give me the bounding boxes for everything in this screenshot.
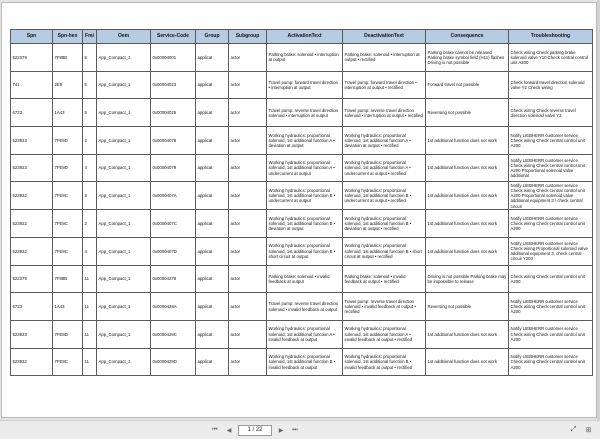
table-cell: Reversing not possible xyxy=(426,99,509,127)
column-header: Service-Code xyxy=(151,30,196,44)
table-cell: applicat xyxy=(196,320,229,348)
table-cell: applicat xyxy=(196,99,229,127)
table-row xyxy=(11,265,593,293)
table-cell: Parking brake: solenoid • interruption at output • rectified xyxy=(343,44,426,72)
table-cell: Working hydraulics: proportional solenoid, 1st additional function B • undercurrent at output xyxy=(267,182,343,210)
table-cell: Travel pump: reverse travel direction solenoid • invalid feedback at output xyxy=(267,293,343,321)
column-header: DeactivationText xyxy=(343,30,426,44)
table-cell: 7FE9D xyxy=(53,320,83,348)
table-cell: 523932 xyxy=(11,348,53,376)
table-cell: Travel pump: reverse travel direction solenoid • invalid feedback at output • rectified xyxy=(343,293,426,321)
table-cell: 5 xyxy=(83,99,97,127)
table-cell: 522379 xyxy=(11,265,53,293)
table-row xyxy=(11,44,593,72)
table-cell: actor xyxy=(229,182,267,210)
table-cell: Notify LIEBHERR customer service Check wiring Check central control unit A200 xyxy=(509,127,593,155)
table-cell: 7F88B xyxy=(53,265,83,293)
table-cell: 523932 xyxy=(11,182,53,210)
table-cell: Notify LIEBHERR customer service Check wiring Check central control unit A200 xyxy=(509,320,593,348)
table-cell: Travel pump: forward travel direction • interruption at output • rectified xyxy=(343,71,426,99)
table-cell: Forward travel not possible xyxy=(426,71,509,99)
table-cell: 1st additional function does not work xyxy=(426,154,509,182)
table-cell: App_Compact_1 xyxy=(97,99,151,127)
table-header-row xyxy=(11,30,593,44)
table-cell: Parking brake cannot be released Parking brake symbol field (H11) flashes Driving is not possible xyxy=(426,44,509,72)
table-cell: applicat xyxy=(196,44,229,72)
table-cell: 7FE9C xyxy=(53,237,83,265)
table-cell: Check wiring Check central control unit A200 xyxy=(509,265,593,293)
previous-page-icon[interactable]: ◀ xyxy=(226,427,232,434)
table-cell: App_Compact_1 xyxy=(97,293,151,321)
table-cell: App_Compact_1 xyxy=(97,348,151,376)
table-cell: 5 xyxy=(83,71,97,99)
table-cell: 7FE9D xyxy=(53,127,83,155)
table-cell: App_Compact_1 xyxy=(97,320,151,348)
table-cell: 11 xyxy=(83,320,97,348)
table-cell: actor xyxy=(229,154,267,182)
table-cell: 1st additional function does not work xyxy=(426,210,509,238)
table-row xyxy=(11,320,593,348)
table-cell: Travel pump: forward travel direction • interruption at output xyxy=(267,71,343,99)
table-cell: Notify LIEBHERR customer service Check wiring Check central control unit A200 xyxy=(509,348,593,376)
table-cell: 2 xyxy=(83,127,97,155)
table-cell: actor xyxy=(229,71,267,99)
table-cell: actor xyxy=(229,265,267,293)
next-page-icon[interactable]: ▶ xyxy=(278,427,284,434)
table-cell: Driving is not possible Parking brake may be impossible to release xyxy=(426,265,509,293)
table-cell: App_Compact_1 xyxy=(97,154,151,182)
table-cell: Working hydraulics: proportional solenoid, 1st additional function A • deviation at output xyxy=(267,127,343,155)
table-cell: 1st additional function does not work xyxy=(426,348,509,376)
table-row xyxy=(11,127,593,155)
table-row xyxy=(11,237,593,265)
document-page xyxy=(1,2,597,418)
table-cell: 1A43 xyxy=(53,99,83,127)
zoom-icon[interactable]: ⊞ xyxy=(585,426,592,434)
column-header: Spn-hex xyxy=(53,30,83,44)
table-cell: Parking brake: solenoid • interruption at output xyxy=(267,44,343,72)
table-cell: Working hydraulics: proportional solenoid, 1st additional function A • undercurrent at output • rectified xyxy=(343,154,426,182)
table-cell: actor xyxy=(229,320,267,348)
table-cell: 0x0000407D xyxy=(151,237,196,265)
table-cell: 0x0000429C xyxy=(151,320,196,348)
table-cell: applicat xyxy=(196,71,229,99)
table-cell: 5 xyxy=(83,44,97,72)
table-cell: Check wiring Check parking brake solenoid valve Y10 Check central control unit A200 xyxy=(509,44,593,72)
table-cell: actor xyxy=(229,127,267,155)
table-cell: applicat xyxy=(196,210,229,238)
table-body xyxy=(11,44,593,376)
column-header: ActivationText xyxy=(267,30,343,44)
page-toolbar xyxy=(0,420,600,439)
table-cell: Parking brake: solenoid • invalid feedback at output xyxy=(267,265,343,293)
table-cell: App_Compact_1 xyxy=(97,44,151,72)
first-page-icon[interactable]: ⏮ xyxy=(212,426,218,433)
table-cell: actor xyxy=(229,210,267,238)
table-row xyxy=(11,182,593,210)
table-cell: actor xyxy=(229,237,267,265)
table-cell: Working hydraulics: proportional solenoid, 1st additional function A • invalid feedback at output • rectified xyxy=(343,320,426,348)
column-header: Spn xyxy=(11,30,53,44)
table-row xyxy=(11,293,593,321)
table-cell: Working hydraulics: proportional solenoid, 1st additional function A • undercurrent at output xyxy=(267,154,343,182)
table-cell: 7FE9C xyxy=(53,348,83,376)
table-cell: 1st additional function does not work xyxy=(426,320,509,348)
table-cell: 11 xyxy=(83,293,97,321)
table-cell: App_Compact_1 xyxy=(97,182,151,210)
table-cell: actor xyxy=(229,99,267,127)
table-cell: actor xyxy=(229,293,267,321)
table-cell: App_Compact_1 xyxy=(97,210,151,238)
table-cell: Check forward travel direction solenoid valve Y2 Check wiring xyxy=(509,71,593,99)
table-cell: 522379 xyxy=(11,44,53,72)
table-row xyxy=(11,210,593,238)
table-cell: Working hydraulics: proportional solenoid, 1st additional function A • deviation at output • rectified xyxy=(343,127,426,155)
table-cell: 11 xyxy=(83,265,97,293)
table-cell: Working hydraulics: proportional solenoid, 1st additional function B • short circuit at output xyxy=(267,237,343,265)
table-cell: Working hydraulics: proportional solenoid, 1st additional function B • invalid feedback at output • rectified xyxy=(343,348,426,376)
table-cell: applicat xyxy=(196,348,229,376)
table-cell: Working hydraulics: proportional solenoid, 1st additional function B • invalid feedback at output xyxy=(267,348,343,376)
table-cell: Notify LIEBHERR customer service Check wiring Check central control unit A200 xyxy=(509,293,593,321)
table-cell: Notify LIEBHERR customer service Check wiring Check central control unit A200 Proportional solenoid valve additional equipment 3 / check central circuit xyxy=(509,182,593,210)
fault-code-table xyxy=(10,29,593,376)
table-cell: 0x00004025 xyxy=(151,99,196,127)
table-cell: 0x0000407C xyxy=(151,210,196,238)
table-cell: Notify LIEBHERR customer service Check wiring Check central control unit A200 Proportional solenoid valve additional xyxy=(509,154,593,182)
table-cell: 2E5 xyxy=(53,71,83,99)
table-cell: 1st additional function does not work xyxy=(426,127,509,155)
table-row xyxy=(11,99,593,127)
table-cell: 523933 xyxy=(11,154,53,182)
table-cell: applicat xyxy=(196,293,229,321)
table-cell: App_Compact_1 xyxy=(97,265,151,293)
column-header: Group xyxy=(196,30,229,44)
table-cell: Travel pump: reverse travel direction solenoid • interruption at output xyxy=(267,99,343,127)
last-page-icon[interactable]: ⏭ xyxy=(292,426,298,433)
table-cell: 0x0000429D xyxy=(151,348,196,376)
table-cell: App_Compact_1 xyxy=(97,71,151,99)
table-cell: 0x00004278 xyxy=(151,265,196,293)
table-row xyxy=(11,348,593,376)
table-cell: Working hydraulics: proportional solenoid, 1st additional function A • invalid feedback at output xyxy=(267,320,343,348)
table-cell: Parking brake: solenoid • invalid feedback at output • rectified xyxy=(343,265,426,293)
view-tools xyxy=(568,424,594,435)
table-cell: 0x00004023 xyxy=(151,71,196,99)
table-cell: actor xyxy=(229,44,267,72)
table-cell: Working hydraulics: proportional solenoid, 1st additional function B • undercurrent at output • rectified xyxy=(343,182,426,210)
column-header: Consequence xyxy=(426,30,509,44)
table-cell: 523933 xyxy=(11,127,53,155)
table-row xyxy=(11,154,593,182)
table-cell: 0x0000428A xyxy=(151,293,196,321)
table-cell: 11 xyxy=(83,348,97,376)
fit-page-icon[interactable]: ⤢ xyxy=(570,425,577,433)
column-header: Fmi xyxy=(83,30,97,44)
table-cell: 6723 xyxy=(11,293,53,321)
table-cell: 2 xyxy=(83,210,97,238)
table-cell: applicat xyxy=(196,154,229,182)
table-cell: 7FE9D xyxy=(53,154,83,182)
table-cell: 1A43 xyxy=(53,293,83,321)
table-cell: 523932 xyxy=(11,210,53,238)
table-cell: App_Compact_1 xyxy=(97,127,151,155)
table-cell: 4 xyxy=(83,237,97,265)
table-cell: Travel pump: reverse travel direction solenoid • interruption at output • rectified xyxy=(343,99,426,127)
table-cell: Working hydraulics: proportional solenoid, 1st additional function B • deviation at output xyxy=(267,210,343,238)
table-cell: 0x0000407A xyxy=(151,182,196,210)
column-header: Oem xyxy=(97,30,151,44)
table-cell: 5 xyxy=(83,182,97,210)
table-cell: applicat xyxy=(196,237,229,265)
page-number-field[interactable]: 1 / 22 xyxy=(238,425,272,436)
table-cell: 0x00004001 xyxy=(151,44,196,72)
table-cell: actor xyxy=(229,348,267,376)
table-cell: applicat xyxy=(196,182,229,210)
table-cell: Reversing not possible xyxy=(426,293,509,321)
table-cell: Check wiring Check reverse travel direction solenoid valve Y3 xyxy=(509,99,593,127)
table-cell: 1st additional function does not work xyxy=(426,237,509,265)
table-cell: applicat xyxy=(196,265,229,293)
table-cell: applicat xyxy=(196,127,229,155)
table-cell: Notify LIEBHERR customer service Check wiring Check central control unit A200 xyxy=(509,210,593,238)
table-cell: 6723 xyxy=(11,99,53,127)
table-cell: Notify LIEBHERR customer service Check wiring Proportional solenoid valve additional equipment 3, check central circuit Y203 xyxy=(509,237,593,265)
table-cell: 741 xyxy=(11,71,53,99)
table-cell: App_Compact_1 xyxy=(97,237,151,265)
table-cell: 4 xyxy=(83,154,97,182)
table-cell: 0x00004078 xyxy=(151,127,196,155)
table-cell: 1st additional function does not work xyxy=(426,182,509,210)
table-cell: Working hydraulics: proportional solenoid, 1st additional function B • deviation at output • rectified xyxy=(343,210,426,238)
page-navigation xyxy=(210,424,300,436)
table-cell: 523932 xyxy=(11,237,53,265)
table-row xyxy=(11,71,593,99)
column-header: Subgroup xyxy=(229,30,267,44)
table-cell: 7FE9C xyxy=(53,182,83,210)
table-cell: 523933 xyxy=(11,320,53,348)
column-header: Troubleshooting xyxy=(509,30,593,44)
table-cell: 0x00004079 xyxy=(151,154,196,182)
table-cell: 7F88B xyxy=(53,44,83,72)
table-cell: Working hydraulics: proportional solenoid, 1st additional function B • short circuit at output • rectified xyxy=(343,237,426,265)
table-cell: 7FE9C xyxy=(53,210,83,238)
